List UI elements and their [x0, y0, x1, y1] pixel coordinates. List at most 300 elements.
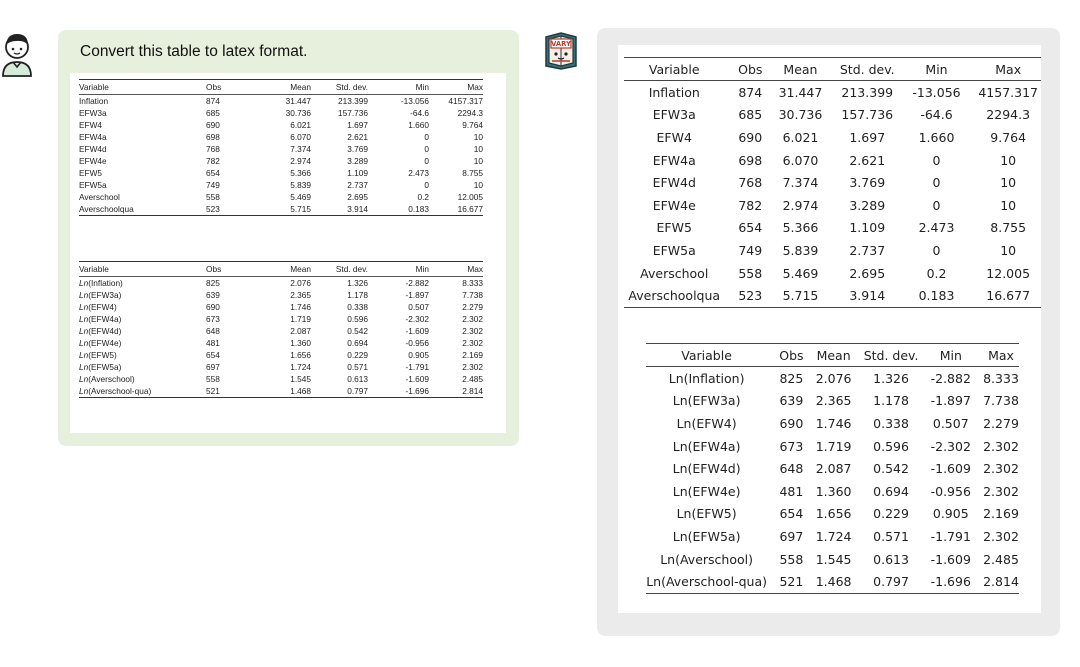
header-min: Min — [925, 344, 977, 367]
cell-std-dev: 0.229 — [347, 350, 368, 360]
cell-min: 0.183 — [368, 203, 429, 216]
cell-obs: 521 — [206, 385, 258, 398]
header-max: Max — [429, 80, 483, 95]
cell-mean: 31.447 — [778, 84, 823, 100]
cell-mean: 5.366 — [290, 168, 311, 178]
cell-variable: EFW5 — [656, 220, 692, 236]
cell-mean: 6.021 — [782, 129, 819, 145]
cell-mean: 1.719 — [290, 314, 311, 324]
table-row — [79, 107, 483, 119]
cell-std-dev: 0.797 — [858, 570, 925, 593]
cell-mean: 6.070 — [782, 152, 819, 168]
cell-variable: Inflation — [79, 96, 109, 106]
cell-mean: 1.724 — [815, 528, 852, 544]
cell-mean: 6.070 — [290, 132, 311, 142]
source-table-levels — [79, 79, 483, 216]
cell-std-dev: 1.178 — [873, 393, 909, 409]
cell-min: -1.696 — [368, 385, 429, 398]
cell-variable: Averschool — [79, 192, 120, 202]
cell-variable: Ln(Averschool-qua) — [646, 570, 773, 593]
cell-obs: 874 — [206, 96, 220, 106]
cell-variable: Ln(EFW4) — [79, 302, 117, 312]
cell-min: -0.956 — [405, 338, 429, 348]
cell-mean: 1.468 — [810, 570, 858, 593]
table-row — [79, 373, 483, 385]
cell-variable: Ln(EFW4e) — [79, 338, 122, 348]
cell-min: -13.056 — [400, 96, 429, 106]
header-max: Max — [429, 262, 483, 277]
source-table-image — [70, 73, 506, 433]
cell-max: 2294.3 — [457, 108, 483, 118]
cell-std-dev: 1.326 — [347, 278, 368, 288]
cell-variable: Ln(Averschool) — [79, 374, 135, 384]
rendered-latex-output — [618, 45, 1041, 613]
cell-max: 9.764 — [990, 129, 1027, 145]
header-mean: Mean — [258, 80, 311, 95]
cell-obs: 639 — [779, 393, 804, 409]
cell-max: 2.279 — [462, 302, 483, 312]
cell-max: 2.814 — [429, 385, 483, 398]
cell-min: -1.791 — [930, 528, 971, 544]
cell-obs: 639 — [206, 290, 220, 300]
table-row — [646, 570, 1019, 593]
cell-mean: 30.736 — [778, 107, 823, 123]
table-header-row — [79, 80, 483, 95]
cell-std-dev: 0.338 — [873, 415, 909, 431]
header-obs: Obs — [730, 58, 770, 81]
table-row — [79, 131, 483, 143]
cell-obs: 481 — [779, 483, 804, 499]
cell-min: -1.897 — [405, 290, 429, 300]
cell-std-dev: 2.737 — [849, 242, 886, 258]
table-row — [624, 217, 1041, 240]
table-row — [79, 313, 483, 325]
cell-obs: 685 — [738, 107, 763, 123]
table-row — [624, 171, 1041, 194]
bot-avatar — [539, 28, 583, 72]
table-row — [79, 179, 483, 191]
cell-max: 10 — [1000, 152, 1017, 168]
cell-min: 0 — [932, 152, 941, 168]
cell-std-dev: 3.289 — [849, 197, 886, 213]
cell-min: -1.609 — [930, 551, 971, 567]
cell-variable: Ln(EFW4e) — [672, 483, 741, 499]
cell-mean: 7.374 — [782, 175, 819, 191]
table-row — [79, 167, 483, 179]
cell-variable: Ln(EFW3a) — [672, 393, 741, 409]
bot-response — [597, 28, 1060, 636]
table-row — [79, 337, 483, 349]
cell-max: 8.755 — [990, 220, 1027, 236]
cell-variable: EFW4a — [652, 152, 696, 168]
cell-variable: Ln(EFW5a) — [79, 362, 122, 372]
cell-obs: 558 — [779, 551, 804, 567]
cell-max: 2.302 — [983, 438, 1019, 454]
table-row — [624, 126, 1041, 149]
cell-variable: EFW5 — [79, 168, 103, 178]
cell-max: 2.485 — [462, 374, 483, 384]
cell-std-dev: 2.621 — [849, 152, 886, 168]
cell-std-dev: 1.109 — [347, 168, 368, 178]
cell-max: 8.333 — [462, 278, 483, 288]
cell-mean: 5.839 — [782, 242, 819, 258]
cell-obs: 648 — [779, 461, 804, 477]
cell-obs: 523 — [730, 284, 770, 307]
cell-max: 2.302 — [462, 326, 483, 336]
cell-std-dev: 3.769 — [849, 175, 886, 191]
rendered-table-levels — [624, 57, 1041, 308]
cell-std-dev: 0.229 — [873, 506, 909, 522]
user-avatar — [0, 30, 34, 78]
cell-obs: 698 — [206, 132, 220, 142]
cell-max: 10 — [1000, 242, 1017, 258]
cell-mean: 7.374 — [290, 144, 311, 154]
cell-min: 0.2 — [417, 192, 429, 202]
cell-obs: 654 — [206, 168, 220, 178]
vary-logo-icon — [539, 28, 583, 72]
cell-min: 0.507 — [408, 302, 429, 312]
cell-std-dev: 0.542 — [347, 326, 368, 336]
cell-max: 16.677 — [429, 203, 483, 216]
cell-min: -64.6 — [410, 108, 429, 118]
cell-variable: Ln(EFW4a) — [672, 438, 741, 454]
cell-max: 2.302 — [462, 362, 483, 372]
cell-std-dev: 0.338 — [347, 302, 368, 312]
table-row — [646, 548, 1019, 571]
cell-obs: 825 — [206, 278, 220, 288]
cell-mean: 2.076 — [815, 370, 852, 386]
cell-std-dev: 1.326 — [873, 370, 909, 386]
cell-min: 0 — [424, 180, 429, 190]
header-variable: Variable — [79, 80, 206, 95]
cell-std-dev: 2.737 — [347, 180, 368, 190]
header-mean: Mean — [258, 262, 311, 277]
cell-std-dev: 2.695 — [347, 192, 368, 202]
cell-max: 2.169 — [462, 350, 483, 360]
cell-mean: 1.656 — [815, 506, 852, 522]
cell-mean: 5.469 — [782, 265, 819, 281]
cell-min: -1.609 — [405, 374, 429, 384]
cell-min: 0 — [932, 197, 941, 213]
cell-mean: 31.447 — [285, 96, 311, 106]
cell-min: 1.660 — [408, 120, 429, 130]
cell-min: -13.056 — [912, 84, 961, 100]
cell-obs: 648 — [206, 326, 220, 336]
header-std-dev: Std. dev. — [858, 344, 925, 367]
table-row — [79, 119, 483, 131]
table-row — [646, 390, 1019, 413]
table-row — [79, 277, 483, 290]
table-row — [79, 361, 483, 373]
cell-variable: EFW5a — [79, 180, 107, 190]
cell-variable: EFW4 — [656, 129, 692, 145]
cell-min: -1.609 — [930, 461, 971, 477]
cell-variable: EFW4e — [79, 156, 107, 166]
table-row — [646, 367, 1019, 390]
table-row — [646, 435, 1019, 458]
cell-max: 9.764 — [462, 120, 483, 130]
cell-variable: Inflation — [648, 84, 700, 100]
cell-mean: 1.656 — [290, 350, 311, 360]
cell-std-dev: 213.399 — [338, 96, 368, 106]
cell-mean: 1.545 — [815, 551, 852, 567]
cell-std-dev: 1.697 — [849, 129, 886, 145]
cell-std-dev: 0.797 — [311, 385, 368, 398]
cell-min: -1.791 — [405, 362, 429, 372]
cell-obs: 782 — [738, 197, 763, 213]
cell-min: 0 — [424, 132, 429, 142]
cell-max: 10 — [1000, 175, 1017, 191]
cell-obs: 697 — [779, 528, 804, 544]
cell-mean: 5.839 — [290, 180, 311, 190]
source-table-logs — [79, 261, 483, 398]
cell-max: 10 — [1000, 197, 1017, 213]
cell-max: 2.302 — [983, 461, 1019, 477]
cell-variable: Ln(EFW4d) — [672, 461, 741, 477]
cell-std-dev: 1.178 — [347, 290, 368, 300]
table-row — [624, 104, 1041, 127]
table-row — [624, 262, 1041, 285]
cell-obs: 749 — [206, 180, 220, 190]
user-message — [58, 30, 519, 446]
cell-max: 2.485 — [983, 551, 1019, 567]
cell-mean: 1.719 — [815, 438, 852, 454]
cell-obs: 690 — [206, 120, 220, 130]
table-row — [646, 457, 1019, 480]
cell-variable: Ln(Averschool-qua) — [79, 385, 206, 398]
cell-obs: 697 — [206, 362, 220, 372]
cell-std-dev: 0.596 — [347, 314, 368, 324]
table-row — [646, 412, 1019, 435]
cell-mean: 2.087 — [815, 461, 852, 477]
cell-min: 2.473 — [918, 220, 955, 236]
svg-text:VARY: VARY — [551, 40, 571, 49]
cell-mean: 6.021 — [290, 120, 311, 130]
cell-obs: 690 — [206, 302, 220, 312]
cell-mean: 5.715 — [770, 284, 831, 307]
header-std-dev: Std. dev. — [831, 58, 904, 81]
cell-std-dev: 157.736 — [338, 108, 368, 118]
table-row — [624, 149, 1041, 172]
table-row — [624, 194, 1041, 217]
cell-min: 1.660 — [918, 129, 955, 145]
cell-mean: 1.724 — [290, 362, 311, 372]
table-row — [79, 385, 483, 398]
cell-min: -1.696 — [925, 570, 977, 593]
cell-max: 2.302 — [462, 338, 483, 348]
cell-variable: EFW3a — [652, 107, 696, 123]
cell-std-dev: 0.596 — [873, 438, 909, 454]
cell-variable: Ln(EFW5a) — [672, 528, 741, 544]
cell-max: 2.302 — [462, 314, 483, 324]
cell-mean: 5.715 — [258, 203, 311, 216]
cell-max: 10 — [473, 132, 483, 142]
cell-min: 0.507 — [932, 415, 969, 431]
cell-max: 12.005 — [986, 265, 1031, 281]
cell-min: -2.882 — [930, 370, 971, 386]
table-row — [624, 81, 1041, 104]
cell-min: 0.905 — [932, 506, 969, 522]
cell-obs: 654 — [779, 506, 804, 522]
cell-mean: 1.746 — [290, 302, 311, 312]
cell-obs: 690 — [738, 129, 763, 145]
cell-max: 10 — [473, 156, 483, 166]
cell-std-dev: 0.613 — [347, 374, 368, 384]
cell-std-dev: 0.694 — [347, 338, 368, 348]
table-row — [646, 480, 1019, 503]
cell-std-dev: 3.914 — [831, 284, 904, 307]
cell-mean: 1.468 — [258, 385, 311, 398]
cell-mean: 2.974 — [290, 156, 311, 166]
cell-std-dev: 0.571 — [347, 362, 368, 372]
cell-variable: Ln(Inflation) — [79, 278, 123, 288]
cell-min: 0.2 — [926, 265, 947, 281]
cell-variable: Ln(EFW4a) — [79, 314, 122, 324]
cell-mean: 1.746 — [815, 415, 852, 431]
cell-variable: Ln(Averschool) — [660, 551, 753, 567]
table-header-row — [646, 344, 1019, 367]
table-row — [79, 191, 483, 203]
cell-obs: 782 — [206, 156, 220, 166]
cell-min: 0 — [932, 175, 941, 191]
cell-std-dev: 2.695 — [849, 265, 886, 281]
cell-max: 12.005 — [457, 192, 483, 202]
cell-variable: Ln(EFW5) — [79, 350, 117, 360]
cell-variable: Ln(Inflation) — [668, 370, 745, 386]
cell-obs: 558 — [738, 265, 763, 281]
header-max: Max — [977, 344, 1019, 367]
cell-obs: 654 — [206, 350, 220, 360]
cell-mean: 2.087 — [290, 326, 311, 336]
cell-max: 8.755 — [462, 168, 483, 178]
cell-std-dev: 213.399 — [841, 84, 894, 100]
cell-obs: 673 — [779, 438, 804, 454]
cell-obs: 768 — [738, 175, 763, 191]
cell-std-dev: 3.914 — [311, 203, 368, 216]
table-row — [79, 301, 483, 313]
cell-obs: 558 — [206, 374, 220, 384]
table-row — [79, 349, 483, 361]
header-mean: Mean — [810, 344, 858, 367]
cell-std-dev: 3.769 — [347, 144, 368, 154]
cell-std-dev: 3.289 — [347, 156, 368, 166]
cell-max: 2.302 — [983, 483, 1019, 499]
cell-std-dev: 0.613 — [873, 551, 909, 567]
cell-variable: Averschoolqua — [79, 203, 206, 216]
cell-min: -64.6 — [920, 107, 953, 123]
table-row — [646, 525, 1019, 548]
cell-mean: 30.736 — [285, 108, 311, 118]
cell-max: 4157.317 — [978, 84, 1038, 100]
table-row — [79, 95, 483, 108]
header-variable: Variable — [646, 344, 773, 367]
cell-mean: 5.469 — [290, 192, 311, 202]
cell-min: -1.609 — [405, 326, 429, 336]
header-mean: Mean — [770, 58, 831, 81]
table-row — [79, 155, 483, 167]
cell-max: 10 — [473, 180, 483, 190]
cell-variable: Averschool — [640, 265, 709, 281]
cell-max: 4157.317 — [448, 96, 483, 106]
cell-variable: EFW5a — [652, 242, 696, 258]
header-obs: Obs — [206, 262, 258, 277]
cell-std-dev: 1.109 — [849, 220, 886, 236]
table-row — [79, 289, 483, 301]
cell-mean: 5.366 — [782, 220, 819, 236]
header-obs: Obs — [206, 80, 258, 95]
cell-min: 0.183 — [904, 284, 970, 307]
cell-variable: Ln(EFW5) — [676, 506, 737, 522]
user-avatar-icon — [0, 30, 34, 78]
table-header-row — [79, 262, 483, 277]
cell-std-dev: 2.621 — [347, 132, 368, 142]
cell-max: 2.169 — [983, 506, 1019, 522]
cell-std-dev: 0.542 — [873, 461, 909, 477]
cell-max: 2.302 — [983, 528, 1019, 544]
cell-min: 0 — [424, 144, 429, 154]
cell-obs: 521 — [773, 570, 809, 593]
cell-variable: Ln(EFW3a) — [79, 290, 122, 300]
table-row — [79, 143, 483, 155]
cell-min: 0 — [424, 156, 429, 166]
cell-max: 8.333 — [983, 370, 1019, 386]
cell-min: -0.956 — [930, 483, 971, 499]
cell-max: 2294.3 — [986, 107, 1031, 123]
header-min: Min — [368, 80, 429, 95]
cell-max: 2.279 — [983, 415, 1019, 431]
cell-mean: 2.076 — [290, 278, 311, 288]
header-variable: Variable — [79, 262, 206, 277]
cell-obs: 654 — [738, 220, 763, 236]
cell-mean: 1.545 — [290, 374, 311, 384]
cell-obs: 825 — [779, 370, 804, 386]
table-row — [624, 239, 1041, 262]
cell-variable: EFW4d — [652, 175, 696, 191]
cell-obs: 690 — [779, 415, 804, 431]
cell-min: -2.302 — [930, 438, 971, 454]
table-header-row — [624, 58, 1041, 81]
cell-std-dev: 0.694 — [873, 483, 909, 499]
cell-min: 0.905 — [408, 350, 429, 360]
cell-min: 2.473 — [408, 168, 429, 178]
cell-std-dev: 157.736 — [841, 107, 894, 123]
header-min: Min — [904, 58, 970, 81]
header-std-dev: Std. dev. — [311, 80, 368, 95]
user-prompt-text: Convert this table to latex format. — [80, 43, 308, 60]
cell-std-dev: 0.571 — [873, 528, 909, 544]
header-max: Max — [969, 58, 1041, 81]
cell-obs: 481 — [206, 338, 220, 348]
cell-obs: 673 — [206, 314, 220, 324]
cell-variable: Ln(EFW4d) — [79, 326, 122, 336]
cell-mean: 1.360 — [815, 483, 852, 499]
cell-obs: 698 — [738, 152, 763, 168]
table-row — [624, 284, 1041, 307]
cell-variable: Ln(EFW4) — [676, 415, 737, 431]
cell-variable: EFW4 — [79, 120, 103, 130]
rendered-table-logs — [646, 343, 1019, 594]
cell-max: 7.738 — [983, 393, 1019, 409]
cell-obs: 874 — [738, 84, 763, 100]
cell-max: 7.738 — [462, 290, 483, 300]
cell-variable: EFW4a — [79, 132, 107, 142]
cell-variable: Averschoolqua — [624, 284, 730, 307]
cell-mean: 1.360 — [290, 338, 311, 348]
cell-variable: EFW4d — [79, 144, 107, 154]
cell-obs: 523 — [206, 203, 258, 216]
cell-min: -2.302 — [405, 314, 429, 324]
cell-obs: 768 — [206, 144, 220, 154]
